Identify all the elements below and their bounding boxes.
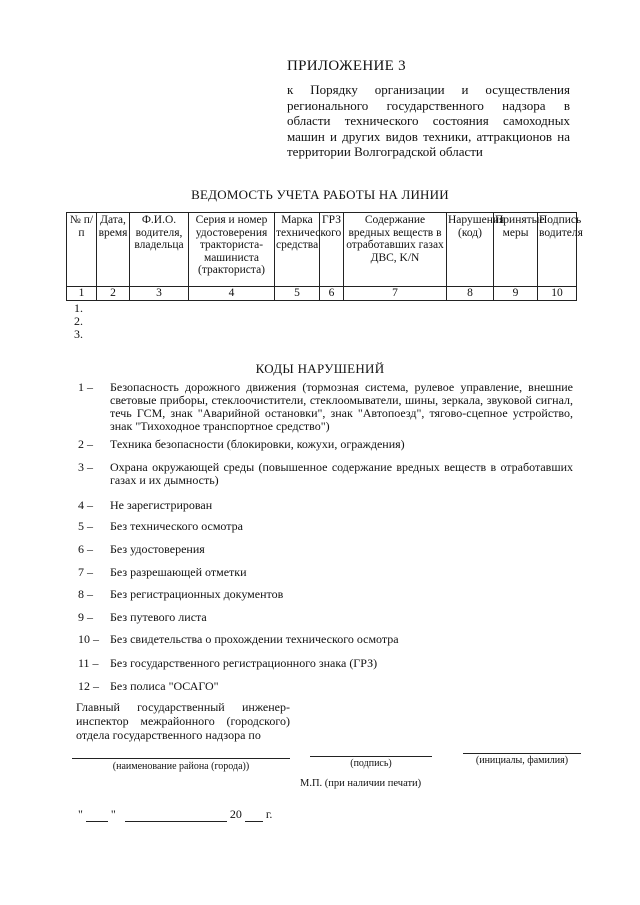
list-item: 1. bbox=[74, 301, 83, 315]
codes-title: КОДЫ НАРУШЕНИЙ bbox=[255, 361, 385, 376]
code-text: Без удостоверения bbox=[110, 542, 205, 556]
code-item bbox=[78, 657, 573, 670]
column-number: 2 bbox=[97, 287, 130, 301]
code-item bbox=[78, 611, 573, 624]
year-blank bbox=[245, 810, 263, 822]
code-number: 7 – bbox=[78, 565, 93, 579]
column-number: 9 bbox=[494, 287, 538, 301]
code-text: Без технического осмотра bbox=[110, 519, 243, 533]
code-number: 12 – bbox=[78, 679, 99, 693]
code-text: Без полиса "ОСАГО" bbox=[110, 679, 219, 693]
code-number: 10 – bbox=[78, 632, 99, 646]
column-header: Дата, время bbox=[97, 213, 130, 287]
code-text: Охрана окружающей среды (повышенное содержание вредных веществ в отработавших газах и их дымность) bbox=[110, 460, 573, 487]
code-item bbox=[78, 499, 573, 512]
list-item: 3. bbox=[74, 327, 83, 341]
code-text: Без разрешающей отметки bbox=[110, 565, 247, 579]
code-item bbox=[78, 381, 573, 433]
column-number: 10 bbox=[538, 287, 577, 301]
code-item bbox=[78, 588, 573, 601]
district-caption: (наименование района (города)) bbox=[112, 761, 250, 772]
code-number: 3 – bbox=[78, 460, 93, 474]
column-header: Ф.И.О. водителя, владельца bbox=[130, 213, 189, 287]
column-header: Подпись водителя bbox=[538, 213, 577, 287]
column-number: 3 bbox=[130, 287, 189, 301]
date-line bbox=[78, 807, 272, 822]
work-log-table bbox=[66, 212, 583, 301]
district-line bbox=[72, 758, 290, 759]
day-blank bbox=[86, 810, 108, 822]
date-year: 20 bbox=[229, 807, 242, 821]
appendix-title: ПРИЛОЖЕНИЕ 3 bbox=[287, 58, 406, 74]
stamp-note: М.П. (при наличии печати) bbox=[300, 778, 422, 789]
code-number: 6 – bbox=[78, 542, 93, 556]
column-header: № п/п bbox=[67, 213, 97, 287]
month-blank bbox=[125, 810, 227, 822]
code-item bbox=[78, 566, 573, 579]
code-item bbox=[78, 520, 573, 533]
row-list bbox=[74, 302, 83, 341]
column-number: 1 bbox=[67, 287, 97, 301]
column-number: 5 bbox=[275, 287, 320, 301]
list-item: 2. bbox=[74, 314, 83, 328]
signature-caption: (подпись) bbox=[350, 758, 392, 769]
name-line bbox=[463, 753, 581, 754]
appendix-text: к Порядку организации и осуществления регионального государственного надзора в области технического состояния самоходных машин и других видов техники, аттракционов на территории Волгоградской области bbox=[287, 82, 570, 159]
date-quote-close: " bbox=[110, 807, 116, 821]
date-quote-open: " bbox=[78, 807, 83, 821]
column-header: Содержание вредных веществ в отработавших газах ДВС, K/N bbox=[344, 213, 447, 287]
code-number: 5 – bbox=[78, 519, 93, 533]
name-caption: (инициалы, фамилия) bbox=[475, 755, 569, 766]
code-number: 8 – bbox=[78, 587, 93, 601]
column-number: 4 bbox=[189, 287, 275, 301]
column-header: Нарушения (код) bbox=[447, 213, 494, 287]
inspector-title: Главный государственный инженер-инспектор межрайонного (городского) отдела государственного надзора по bbox=[76, 700, 290, 742]
column-number: 8 bbox=[447, 287, 494, 301]
code-item bbox=[78, 543, 573, 556]
code-number: 4 – bbox=[78, 498, 93, 512]
column-header: Принятые меры bbox=[494, 213, 538, 287]
code-number: 11 – bbox=[78, 656, 99, 670]
code-number: 9 – bbox=[78, 610, 93, 624]
code-text: Безопасность дорожного движения (тормозная система, рулевое управление, внешние световые приборы, стеклоочистители, стеклоомыватели, шины, зеркала, звуковой сигнал, течь ГСМ, знак "Аварийной остановки", знак "Автопоезд", тягово-сцепное устройство, знак "Тихоходное транспортное средство") bbox=[110, 380, 573, 433]
code-text: Техника безопасности (блокировки, кожухи, ограждения) bbox=[110, 437, 405, 451]
code-text: Без свидетельства о прохождении технического осмотра bbox=[110, 632, 399, 646]
column-number: 7 bbox=[344, 287, 447, 301]
code-number: 1 – bbox=[78, 380, 93, 394]
signature-line bbox=[310, 756, 432, 757]
code-item bbox=[78, 680, 573, 693]
code-text: Не зарегистрирован bbox=[110, 498, 213, 512]
code-item bbox=[78, 461, 573, 487]
date-suffix: г. bbox=[265, 807, 273, 821]
code-text: Без государственного регистрационного знака (ГРЗ) bbox=[110, 656, 378, 670]
column-header: Марка технического средства bbox=[275, 213, 320, 287]
code-text: Без регистрационных документов bbox=[110, 587, 284, 601]
code-text: Без путевого листа bbox=[110, 610, 207, 624]
column-header: ГРЗ bbox=[320, 213, 344, 287]
code-number: 2 – bbox=[78, 437, 93, 451]
column-number: 6 bbox=[320, 287, 344, 301]
table-title: ВЕДОМОСТЬ УЧЕТА РАБОТЫ НА ЛИНИИ bbox=[191, 187, 449, 202]
column-header: Серия и номер удостоверения тракториста-машиниста (тракториста) bbox=[189, 213, 275, 287]
code-item bbox=[78, 438, 573, 451]
code-item bbox=[78, 633, 573, 646]
